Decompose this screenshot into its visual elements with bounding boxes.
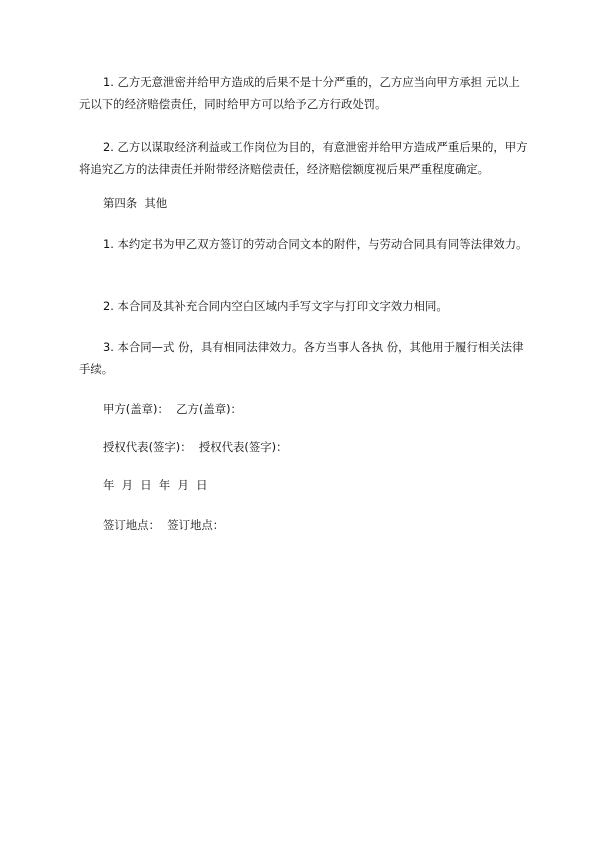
clause-paragraph-3: 1. 本约定书为甲乙双方签订的劳动合同文本的附件，与劳动合同具有同等法律效力。 <box>103 237 528 251</box>
signing-location-line: 签订地点： 签订地点： <box>103 518 225 532</box>
clause-paragraph-4: 2. 本合同及其补充合同内空白区域内手写文字与打印文字效力相同。 <box>103 299 448 313</box>
clause-paragraph-2: 2. 乙方以谋取经济利益或工作岗位为目的，有意泄密并给甲方造成严重后果的，甲方将追究乙方的法律责任并附带经济赔偿责任，经济赔偿额度视后果严重程度确定。 <box>79 140 528 176</box>
representative-signature-line: 授权代表(签字)： 授权代表(签字)： <box>103 440 288 454</box>
clause-paragraph-5: 3. 本合同—式 份，具有相同法律效力。各方当事人各执 份，其他用于履行相关法律手续。 <box>79 340 524 376</box>
clause-paragraph-1: 1. 乙方无意泄密并给甲方造成的后果不是十分严重的，乙方应当向甲方承担 元以上 元以下的经济赔偿责任，同时给甲方可以给予乙方行政处罚。 <box>79 75 520 111</box>
date-line: 年 月 日 年 月 日 <box>103 478 208 492</box>
seal-line: 甲方(盖章)： 乙方(盖章)： <box>103 402 242 416</box>
section-heading: 第四条 其他 <box>103 196 168 210</box>
